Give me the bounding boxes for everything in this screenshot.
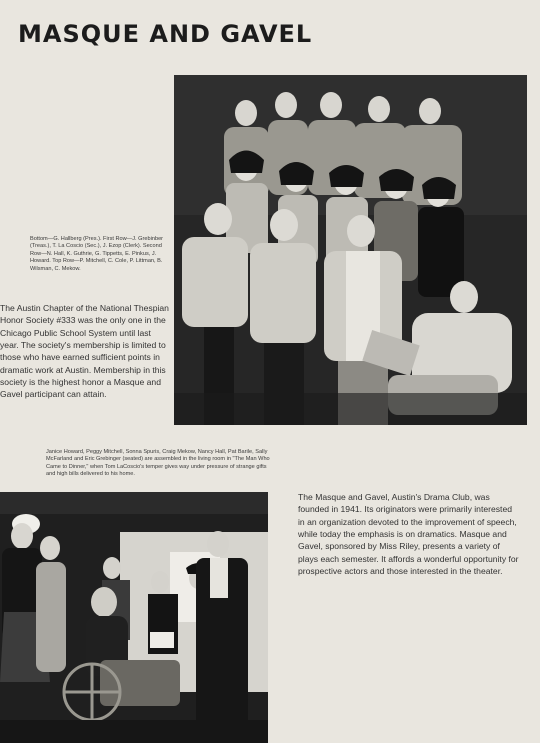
group-photo [174,75,527,425]
drama-club-paragraph: The Masque and Gavel, Austin's Drama Club, was founded in 1941. Its originators were primarily interested in an organization devoted to the improvement of speech, while today the emphasis is on dramatics. Masque and Gavel, sponsored by Miss Riley, presents a variety of plays each semester. It affords a wonderful opportunity for prospective actors and those interested in the theater. [298,492,519,577]
play-photo-caption: Janice Howard, Peggy Mitchell, Sonna Spuris, Craig Mekow, Nancy Hall, Pat Barile, Sally McFarland and Eric Grebinger (seated) are assembled in the living room in "The Man Who Came to Dinner," when Tom LaCoscio's temper gives way under pressure of strange gifts and high bills delivered to his home. [46,449,270,478]
play-photo [0,492,268,743]
group-photo-caption: Bottom—G. Hallberg (Pres.). First Row—J. Grebinber (Treas.), T. La Coscio (Sec.), J. Ezop (Clerk). Second Row—N. Hall, K. Guthrie, G. Tippetts, E. Pinkus, J. Howard. Top Row—P. Mitchell, C. Cole, P. Littman, B. Wilsman, C. Mekow. [30,236,164,272]
page-title: MASQUE AND GAVEL [18,20,313,48]
thespian-society-paragraph: The Austin Chapter of the National Thespian Honor Society #333 was the only one in the Chicago Public School System until last year. The society's membership is limited to those who have earned sufficient points in dramatic work at Austin. Membership in this society is the highest honor a Masque and Gavel participant can attain. [0,303,169,400]
